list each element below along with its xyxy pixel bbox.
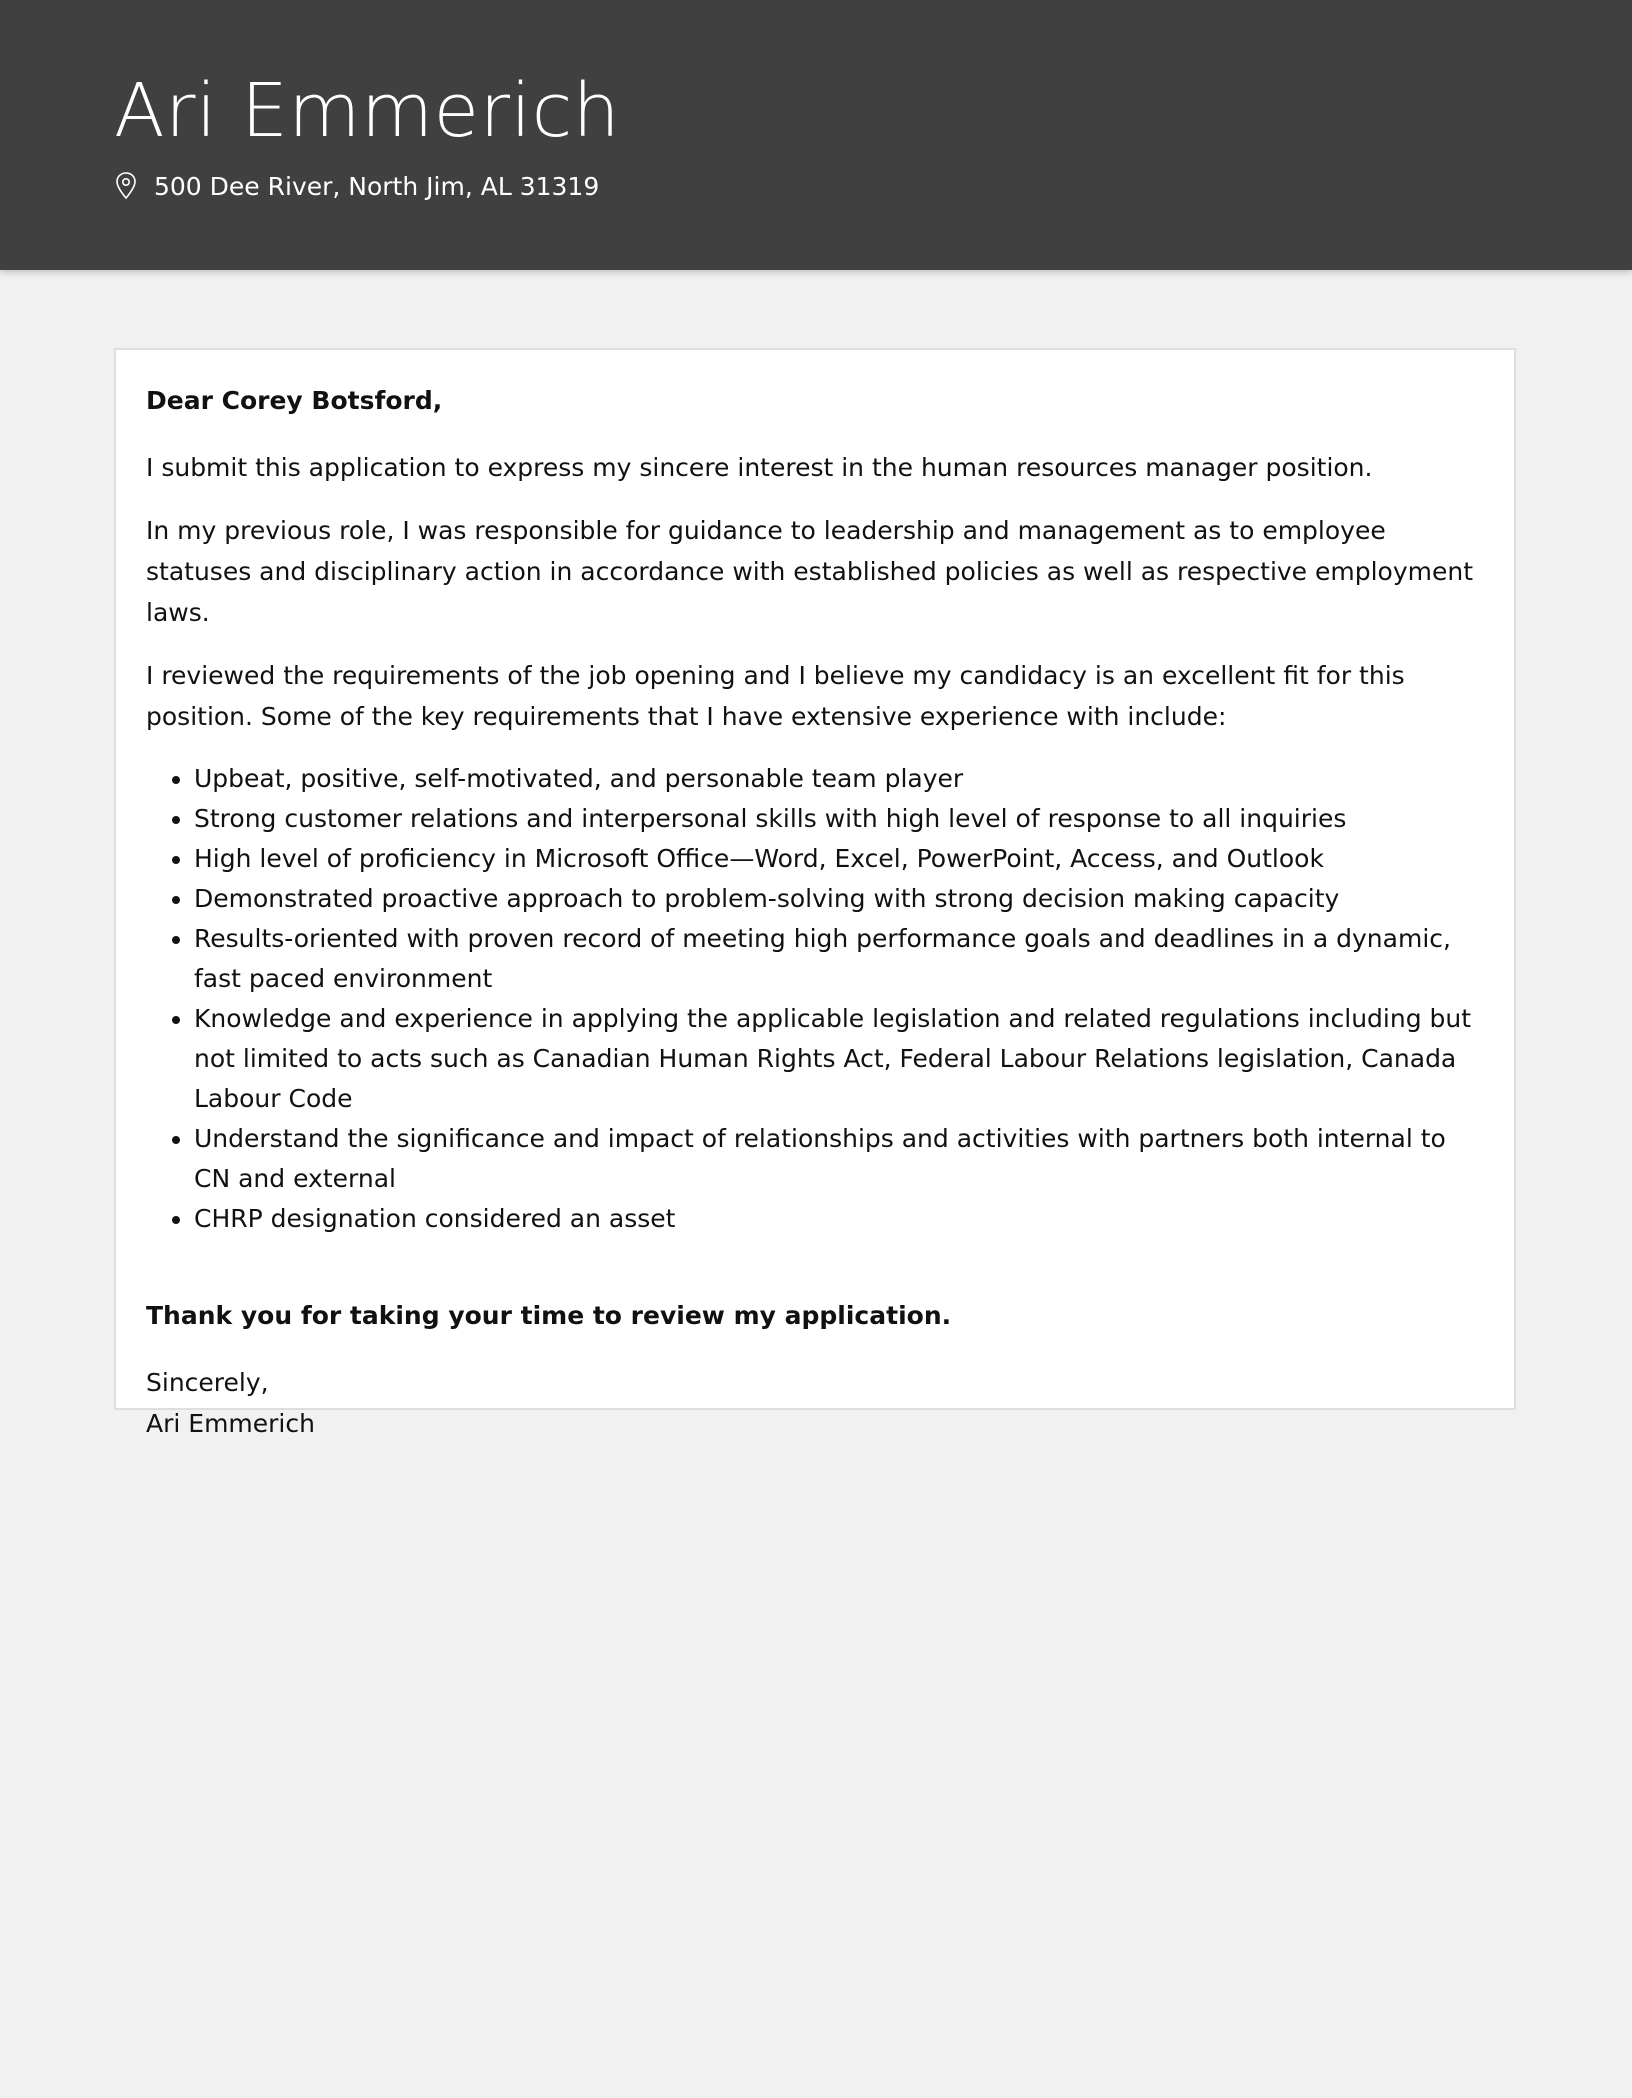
list-item: • Results-oriented with proven record of meeting high performance goals and deadlines in a dynamic, fast paced environment xyxy=(194,919,1484,999)
address-line xyxy=(114,166,599,206)
list-item: • Upbeat, positive, self-motivated, and personable team player xyxy=(194,759,1484,799)
paragraph-requirements: I reviewed the requirements of the job opening and I believe my candidacy is an excellent fit for this position. Some of the key requirements that I have extensive experience with include: xyxy=(146,661,1405,731)
header xyxy=(0,0,1632,270)
signature: Ari Emmerich xyxy=(146,1409,315,1438)
letter-card xyxy=(114,348,1516,1438)
list-item: • Understand the significance and impact of relationships and activities with partners both internal to CN and external xyxy=(194,1119,1484,1199)
paragraph-intro: I submit this application to express my sincere interest in the human resources manager position. xyxy=(146,453,1373,482)
list-item: • High level of proficiency in Microsoft Office—Word, Excel, PowerPoint, Access, and Outlook xyxy=(194,839,1484,879)
list-item: • Demonstrated proactive approach to problem-solving with strong decision making capacity xyxy=(194,879,1484,919)
list-item: • Knowledge and experience in applying the applicable legislation and related regulations including but not limited to acts such as Canadian Human Rights Act, Federal Labour Relations legislation, Canada Labour Code xyxy=(194,999,1484,1119)
requirements-list xyxy=(146,759,1484,1239)
list-item: • Strong customer relations and interpersonal skills with high level of response to all inquiries xyxy=(194,799,1484,839)
salutation: Dear Corey Botsford, xyxy=(146,386,443,415)
paragraph-previous-role: In my previous role, I was responsible for guidance to leadership and management as to employee statuses and disciplinary action in accordance with established policies as well as respective employment laws. xyxy=(146,516,1474,627)
list-item: • CHRP designation considered an asset xyxy=(194,1199,1484,1239)
map-pin-icon xyxy=(114,171,138,201)
applicant-name: Ari Emmerich xyxy=(114,68,621,154)
closing: Sincerely, xyxy=(146,1368,269,1397)
thanks-line: Thank you for taking your time to review my application. xyxy=(146,1301,952,1330)
address-text: 500 Dee River, North Jim, AL 31319 xyxy=(154,171,600,201)
